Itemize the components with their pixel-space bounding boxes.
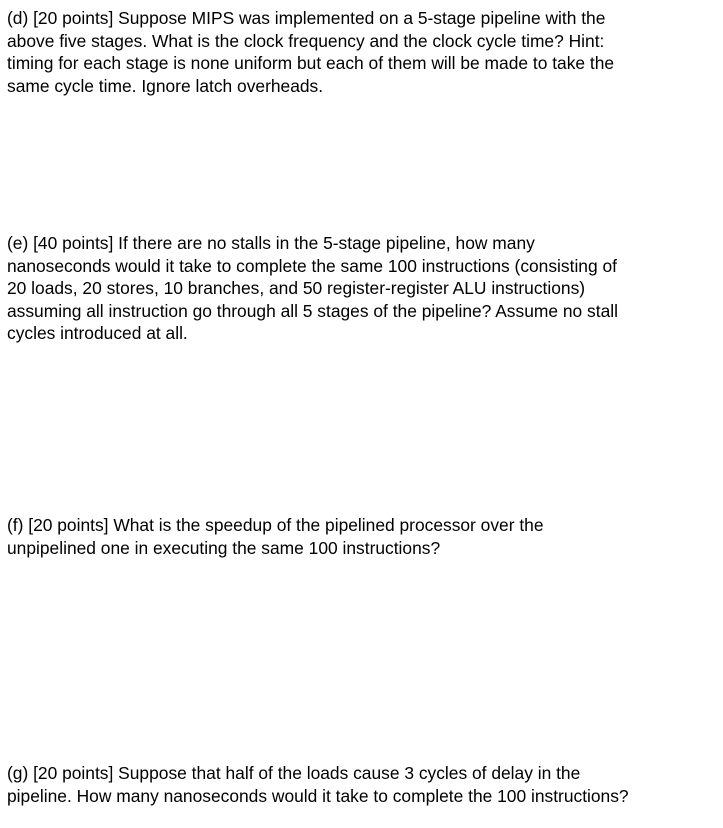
question-e bbox=[7, 232, 719, 345]
question-f bbox=[7, 514, 719, 559]
question-text-line: (e) [40 points] If there are no stalls in the 5-stage pipeline, how many bbox=[7, 233, 535, 253]
question-text-line: nanoseconds would it take to complete the same 100 instructions (consisting of bbox=[7, 255, 617, 276]
question-text-line: pipeline. How many nanoseconds would it take to complete the 100 instructions? bbox=[7, 785, 629, 806]
question-text-line: unpipelined one in executing the same 100 instructions? bbox=[7, 537, 441, 558]
question-text-line: cycles introduced at all. bbox=[7, 323, 188, 344]
question-text-line: timing for each stage is none uniform but each of them will be made to take the bbox=[7, 53, 615, 74]
question-d bbox=[7, 7, 719, 97]
question-text-line: (f) [20 points] What is the speedup of the pipelined processor over the bbox=[7, 515, 544, 535]
question-text-line: same cycle time. Ignore latch overheads. bbox=[7, 75, 324, 96]
question-text-line: (d) [20 points] Suppose MIPS was implemented on a 5-stage pipeline with the bbox=[7, 8, 606, 28]
question-g bbox=[7, 762, 719, 807]
question-text-line: (g) [20 points] Suppose that half of the loads cause 3 cycles of delay in the bbox=[7, 763, 581, 783]
question-text-line: above five stages. What is the clock frequency and the clock cycle time? Hint: bbox=[7, 30, 605, 51]
question-text-line: assuming all instruction go through all 5 stages of the pipeline? Assume no stall bbox=[7, 300, 618, 321]
question-text-line: 20 loads, 20 stores, 10 branches, and 50 register-register ALU instructions) bbox=[7, 278, 586, 299]
